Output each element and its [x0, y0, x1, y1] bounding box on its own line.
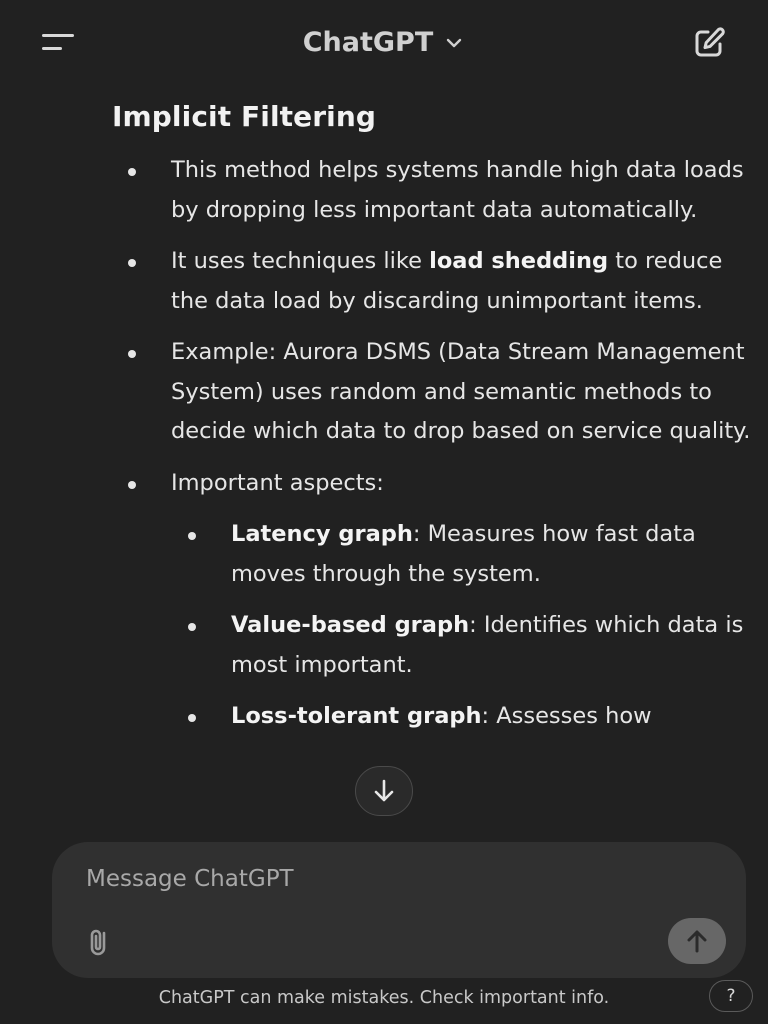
- arrow-down-icon: [370, 777, 398, 805]
- sub-list-item-text: : Identifies which data is most important.: [231, 612, 744, 678]
- bold-term: Latency graph: [231, 521, 413, 547]
- edit-icon: [690, 24, 728, 62]
- list-item-text: Example: Aurora DSMS (Data Stream Management System) uses random and semantic methods to decide which data to drop based on service quality.: [171, 339, 751, 444]
- list-item: [112, 333, 752, 452]
- message-composer: [52, 842, 746, 978]
- conversation-area[interactable]: [0, 86, 768, 842]
- list-item: [112, 464, 752, 737]
- list-item: [112, 151, 752, 230]
- bold-term: load shedding: [429, 248, 609, 274]
- help-button[interactable]: ?: [709, 980, 753, 1012]
- model-selector[interactable]: [303, 27, 466, 58]
- list-item-text: Important aspects:: [171, 469, 384, 496]
- sub-bullet-list: [171, 515, 752, 737]
- sub-list-item-text: : Measures how fast data moves through the system.: [231, 521, 696, 587]
- sub-list-item: [171, 606, 752, 685]
- list-item-text: It uses techniques like: [171, 248, 430, 274]
- list-item-text: to reduce the data load by discarding unimportant items.: [171, 248, 723, 314]
- hamburger-icon: [40, 28, 80, 58]
- list-item: [112, 242, 752, 321]
- bullet-list: [112, 151, 752, 737]
- sub-list-item: [171, 515, 752, 594]
- chevron-down-icon: [443, 32, 465, 54]
- bold-term: Value-based graph: [231, 612, 470, 638]
- attach-button[interactable]: [82, 924, 118, 960]
- menu-button[interactable]: [40, 28, 80, 58]
- assistant-message: [112, 100, 752, 749]
- app-title: ChatGPT: [302, 26, 434, 58]
- sub-list-item: [171, 697, 752, 737]
- bold-term: Loss-tolerant graph: [231, 703, 482, 729]
- send-button[interactable]: [668, 918, 726, 964]
- section-title: Implicit Filtering: [112, 100, 377, 133]
- paperclip-icon: [82, 924, 118, 960]
- arrow-up-icon: [683, 927, 711, 955]
- list-item-text: This method helps systems handle high data loads by dropping less important data automatically.: [171, 157, 744, 223]
- message-input[interactable]: [86, 862, 646, 896]
- disclaimer-text: ChatGPT can make mistakes. Check important info.: [158, 988, 610, 1008]
- top-bar: [0, 0, 768, 86]
- new-chat-button[interactable]: [690, 24, 728, 62]
- scroll-to-bottom-button[interactable]: [355, 766, 413, 816]
- sub-list-item-text: : Assesses how: [481, 703, 652, 729]
